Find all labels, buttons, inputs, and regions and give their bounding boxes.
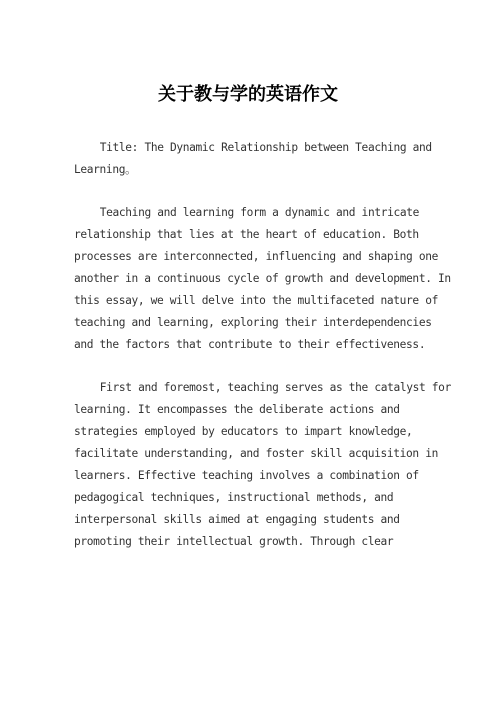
- text-line: pedagogical techniques, instructional methods, and: [74, 491, 394, 504]
- text-line: facilitate understanding, and foster skill acquisition in: [74, 447, 438, 460]
- text-line: another in a continuous cycle of growth and development. In: [74, 272, 451, 285]
- text-line: learners. Effective teaching involves a combination of: [74, 469, 419, 482]
- document-body: [74, 137, 451, 574]
- text-line: learning. It encompasses the deliberate actions and: [74, 403, 400, 416]
- document-title: 关于教与学的英语作文: [158, 84, 338, 105]
- paragraph-title-line: [74, 137, 432, 181]
- text-line: teaching and learning, exploring their interdependencies: [74, 316, 432, 329]
- paragraph-introduction: [74, 202, 451, 356]
- text-line: strategies employed by educators to impart knowledge,: [74, 425, 413, 438]
- text-line: processes are interconnected, influencing and shaping one: [74, 250, 438, 263]
- paragraph-teaching-catalyst: [74, 377, 451, 553]
- text-line: Title: The Dynamic Relationship between Teaching and: [99, 141, 432, 154]
- text-line: this essay, we will delve into the multifaceted nature of: [74, 294, 438, 307]
- text-line: interpersonal skills aimed at engaging students and: [74, 513, 400, 526]
- text-line: First and foremost, teaching serves as the catalyst for: [99, 381, 451, 394]
- text-line: Learning。: [74, 163, 136, 176]
- text-line: relationship that lies at the heart of education. Both: [74, 228, 419, 241]
- text-line: and the factors that contribute to their effectiveness.: [74, 338, 426, 351]
- text-line: Teaching and learning form a dynamic and intricate: [99, 206, 420, 219]
- text-line: promoting their intellectual growth. Through clear: [74, 535, 394, 548]
